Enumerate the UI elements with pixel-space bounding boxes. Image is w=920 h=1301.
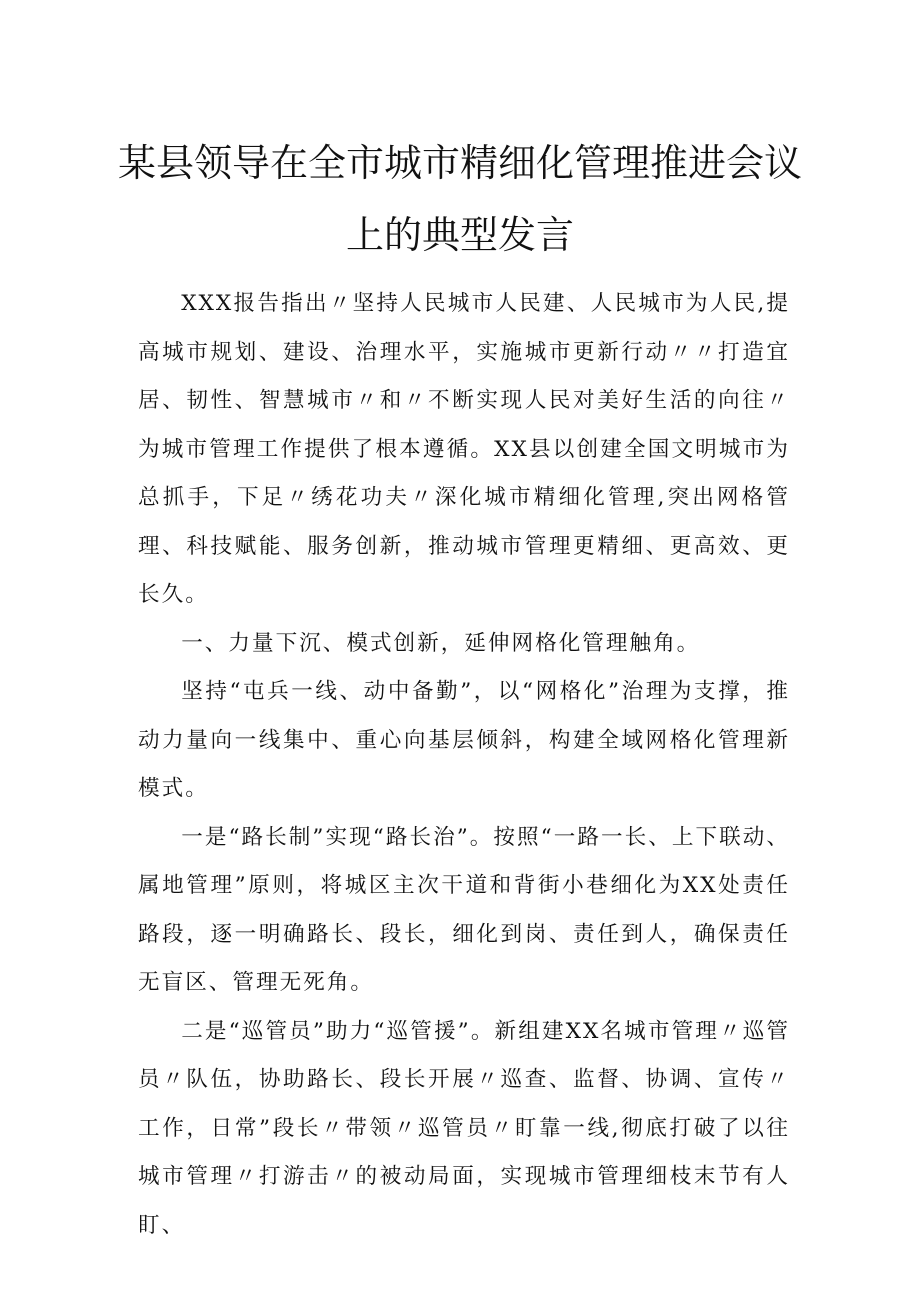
paragraph-point-1: 一是“路长制”实现“路长治”。按照“一路一长、上下联动、属地管理”原则，将城区主次干道和背街小巷细化为XX处责任路段，逐一明确路长、段长，细化到岗、责任到人，确保责任无盲区、管理无死角。 [138,824,790,995]
paragraph-point-2: 二是“巡管员”助力“巡管援”。新组建XX名城市管理〃巡管员〃队伍，协助路长、段长开展〃巡查、监督、协调、宣传〃工作，日常”段长〃带领〃巡管员〃盯靠一线,彻底打破了以往城市管理〃打游击〃的被动局面，实现城市管理细枝末节有人盯、 [138,1018,790,1238]
section-heading-1: 一、力量下沉、模式创新，延伸网格化管理触角。 [181,630,701,656]
document-title-line-1: 某县领导在全市城市精细化管理推进会议 [117,141,802,185]
document-body [138,280,790,1250]
paragraph-section-1: 坚持“屯兵一线、动中备勤”，以“网格化”治理为支撑，推动力量向一线集中、重心向基层倾斜，构建全域网格化管理新模式。 [138,679,790,801]
document-title-line-2: 上的典型发言 [345,213,574,257]
paragraph-intro: XXX报告指出〃坚持人民城市人民建、人民城市为人民,提高城市规划、建设、治理水平，实施城市更新行动〃〃打造宜居、韧性、智慧城市〃和〃不断实现人民对美好生活的向往〃为城市管理工作提供了根本遵循。XX县以创建全国文明城市为总抓手，下足〃绣花功夫〃深化城市精细化管理,突出网格管理、科技赋能、服务创新，推动城市管理更精细、更高效、更长久。 [138,291,790,607]
